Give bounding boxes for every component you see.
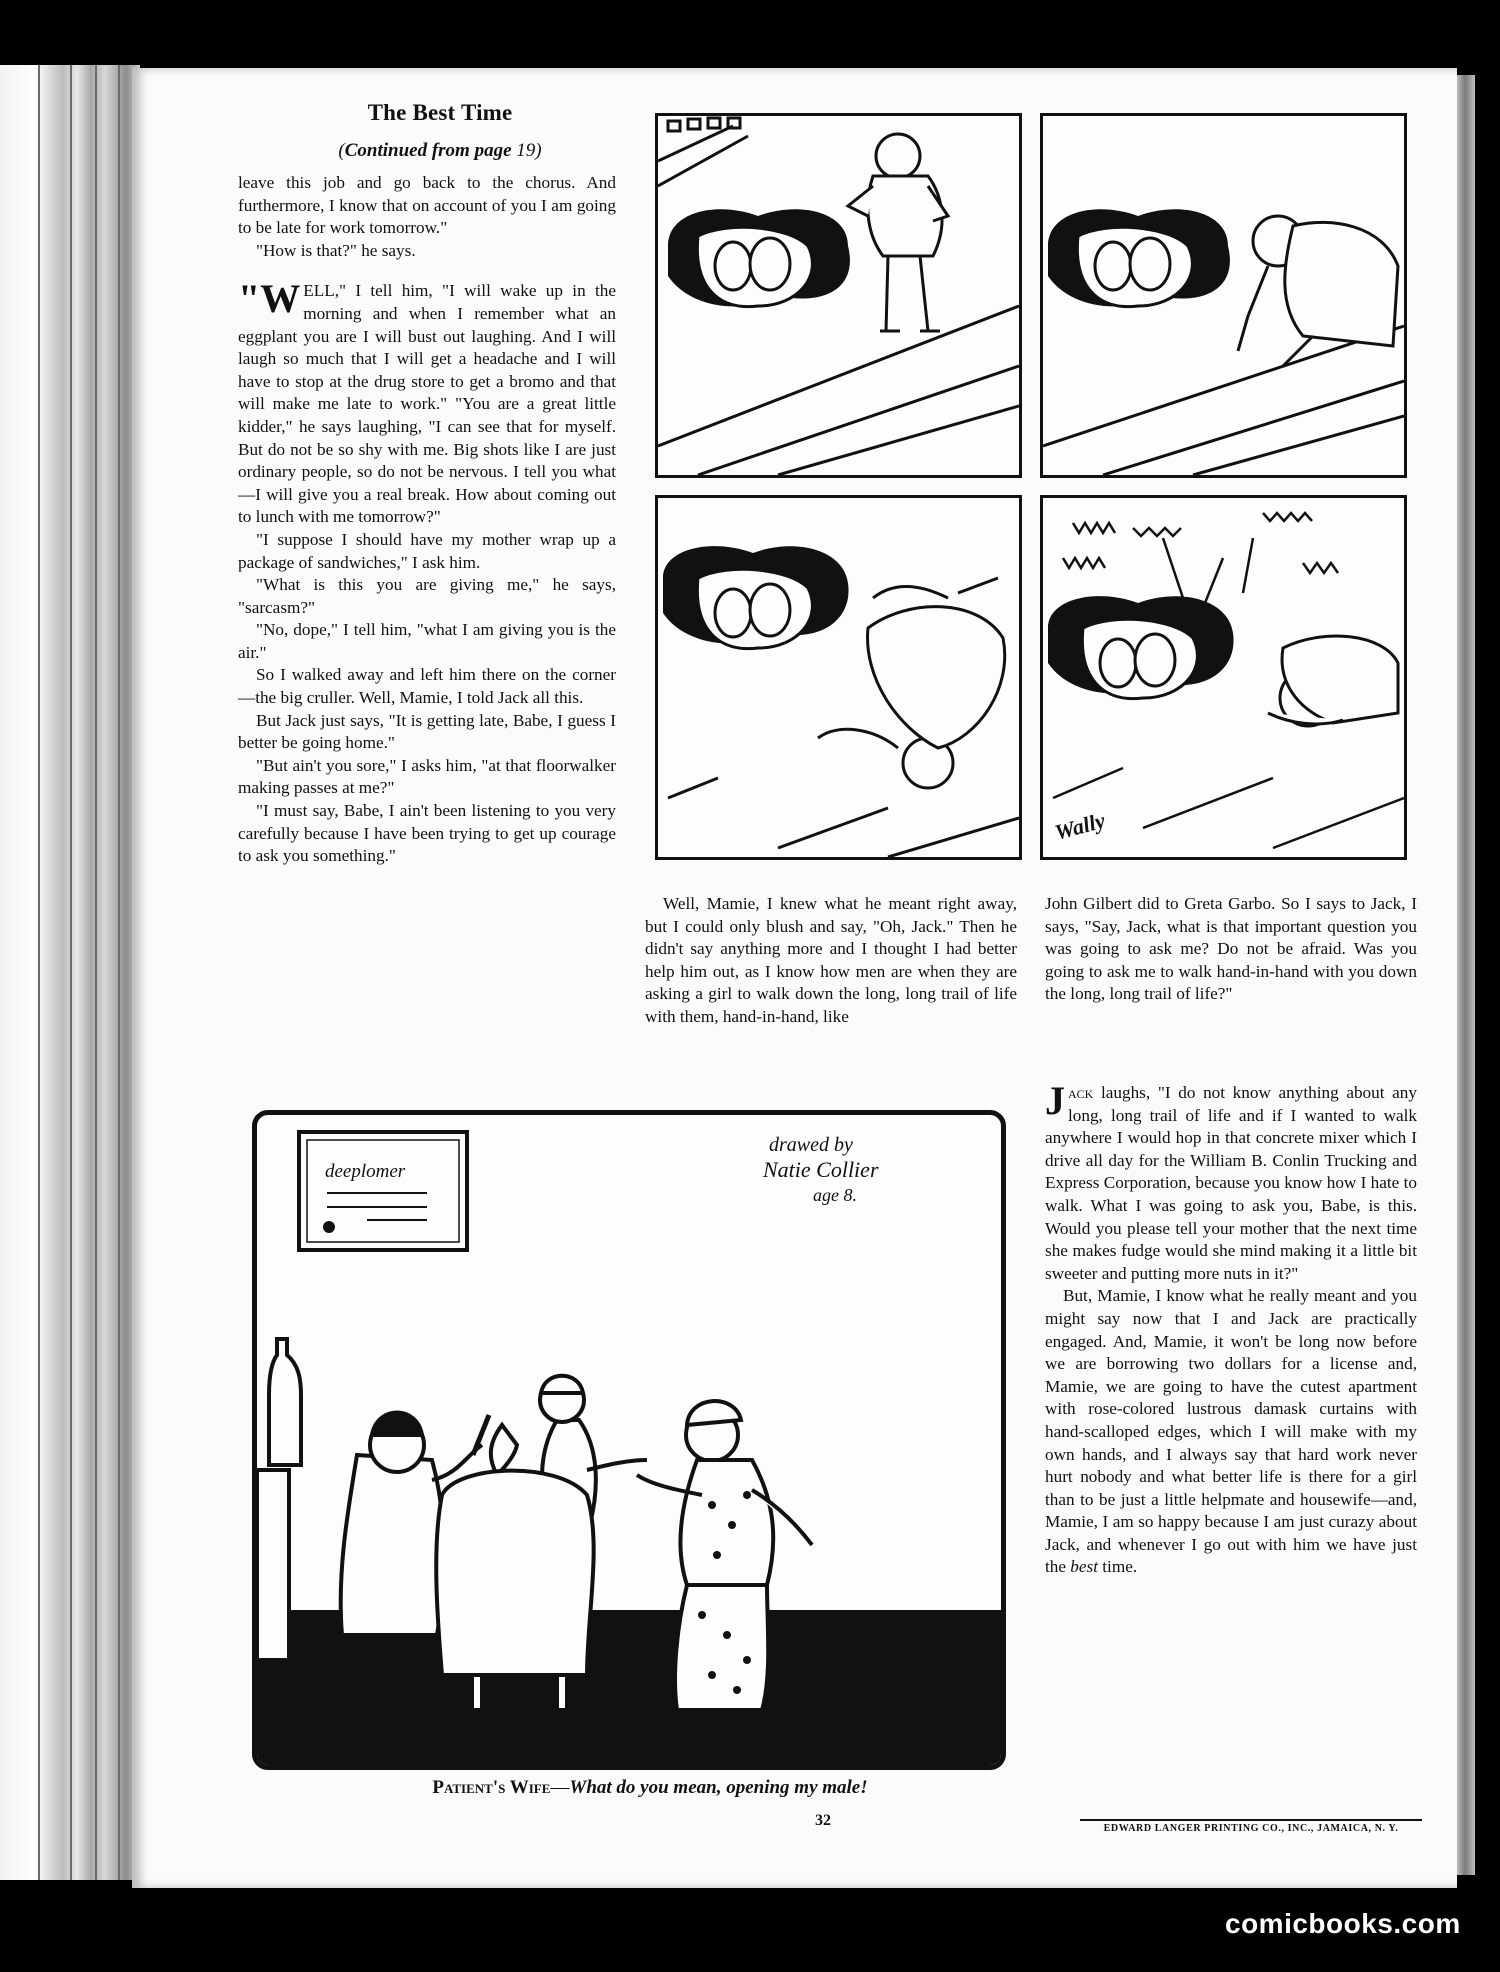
paragraph: "I suppose I should have my mother wrap up a package of sandwiches," I ask him. bbox=[238, 529, 616, 572]
paragraph-text: But, Mamie, I know what he really meant and you might say now that I and Jack are practically engaged. And, Mamie, it won't be long now before we are borrowing two dollars for a license and, Mamie, we are going to have the cutest apartment with rose-colored lustrous damask curtains with hand-scalloped edges, which I will make with my own hands, and I always say that hard work never hurt nobody and what better life is there for a girl than to be just a little helpmate and housewife—and, Mamie, I am so happy because I am just curazy about Jack, and whenever I go out with him we have just the bbox=[1045, 1286, 1417, 1577]
cartoon-illustration bbox=[252, 1110, 1006, 1770]
right-text-column-bottom bbox=[1045, 1078, 1417, 1579]
right-text-column-top bbox=[1045, 893, 1417, 1006]
paragraph: "What is this you are giving me," he says, "sarcasm?" bbox=[238, 575, 616, 617]
caption-speaker: Patient's Wife bbox=[432, 1777, 551, 1798]
cartoonist-signature: Wally bbox=[1052, 807, 1108, 845]
paragraph: "I must say, Babe, I ain't been listening to you very carefully because I have been trying to get up courage to ask you something." bbox=[238, 801, 616, 866]
credit-line-1: drawed by bbox=[769, 1134, 853, 1156]
comic-panel-2 bbox=[1040, 113, 1407, 478]
paragraph-text-end: time. bbox=[1102, 1557, 1138, 1577]
panel-4-drawing bbox=[1043, 498, 1404, 857]
page-number: 32 bbox=[815, 1812, 831, 1829]
paragraph-well bbox=[238, 276, 616, 529]
paragraph: "But ain't you sore," I asks him, "at that floorwalker making passes at me?" bbox=[238, 755, 616, 798]
paragraph: "No, dope," I tell him, "what I am giving you is the air." bbox=[238, 620, 616, 662]
paragraph-text: laughs, "I do not know anything about any long, long trail of life and if I wanted to walk anywhere I would hop in that concrete mixer which I drive all day for the William B. Conlin Trucking and Express Corporation, because you know how I hate to walk. What I was going to ask you, Babe, is this. Would you please tell your mother that the next time she makes fudge would she mind making it a little bit sweeter and putting more nuts in it?" bbox=[1045, 1083, 1417, 1283]
continued-note: (Continued from page 19) bbox=[338, 140, 542, 161]
credit-line-2: Natie Collier bbox=[763, 1157, 879, 1182]
paragraph-jack bbox=[1045, 1078, 1417, 1285]
paragraph-text: ELL," I tell him, "I will wake up in the morning and when I remember what an eggplant you are I will bust out laughing. And I will laugh so much that I will get a headache and I will have to stop at the drug store to get a bromo and that will make me late to work." "You are a great little kidder," he says laughing, "I can see that for myself. But do not be so shy with me. Big shots like I are just ordinary people, so do not be nervous. I tell you what—I will give you a real break. How about coming out to lunch with me tomorrow?" bbox=[238, 281, 616, 527]
paragraph: Well, Mamie, I knew what he meant right away, but I could only blush and say, "Oh, Jack." Then he didn't say anything more and I thought I had better help him out, as I know how men are when they are asking a girl to walk down the long, long trail of life with them, hand-in-hand, like bbox=[645, 894, 1017, 1026]
comic-panel-3 bbox=[655, 495, 1022, 860]
cartoon-drawing bbox=[257, 1115, 1001, 1765]
cartoon-caption bbox=[330, 1777, 970, 1799]
diploma-frame bbox=[299, 1132, 467, 1250]
continued-page: 19 bbox=[516, 140, 536, 161]
left-text-column bbox=[238, 172, 616, 868]
diploma-text: deeplomer bbox=[325, 1161, 406, 1182]
smallcaps-word: ack bbox=[1068, 1083, 1094, 1102]
paragraph: leave this job and go back to the chorus. And furthermore, I know that on account of you I am going to be late for work tomorrow." bbox=[238, 173, 616, 238]
middle-text-column bbox=[645, 893, 1017, 1029]
drop-cap-j: J bbox=[1045, 1078, 1065, 1123]
panel-2-drawing bbox=[1043, 116, 1404, 475]
paragraph: "How is that?" he says. bbox=[256, 240, 416, 260]
printer-credit: EDWARD LANGER PRINTING CO., INC., JAMAICA, N. Y. bbox=[1080, 1819, 1422, 1834]
site-watermark: comicbooks.com bbox=[1225, 1908, 1461, 1939]
caption-dash: — bbox=[550, 1777, 570, 1798]
book-right-edge bbox=[1455, 75, 1475, 1875]
caption-text: What do you mean, opening my male! bbox=[569, 1777, 868, 1798]
article-title: The Best Time bbox=[367, 100, 513, 125]
panel-3-drawing bbox=[658, 498, 1019, 857]
comic-panel-1 bbox=[655, 113, 1022, 478]
paragraph: John Gilbert did to Greta Garbo. So I says to Jack, I says, "Say, Jack, what is that important question you was going to ask me? Do not be afraid. Was you going to ask me to walk hand-in-hand with you down the long, long trail of life?" bbox=[1045, 894, 1417, 1004]
continued-label: Continued from page bbox=[344, 140, 512, 161]
paragraph: So I walked away and left him there on the corner—the big cruller. Well, Mamie, I told Jack all this. bbox=[238, 665, 616, 708]
book-page-edges bbox=[0, 65, 140, 1880]
paragraph bbox=[1045, 1285, 1417, 1579]
italic-word: best bbox=[1070, 1557, 1098, 1577]
panel-1-drawing bbox=[658, 116, 1019, 475]
credit-line-3: age 8. bbox=[813, 1185, 857, 1205]
comic-panel-4 bbox=[1040, 495, 1407, 860]
drop-cap-w: "W bbox=[238, 276, 301, 322]
paragraph: But Jack just says, "It is getting late, Babe, I guess I better be going home." bbox=[238, 710, 616, 753]
